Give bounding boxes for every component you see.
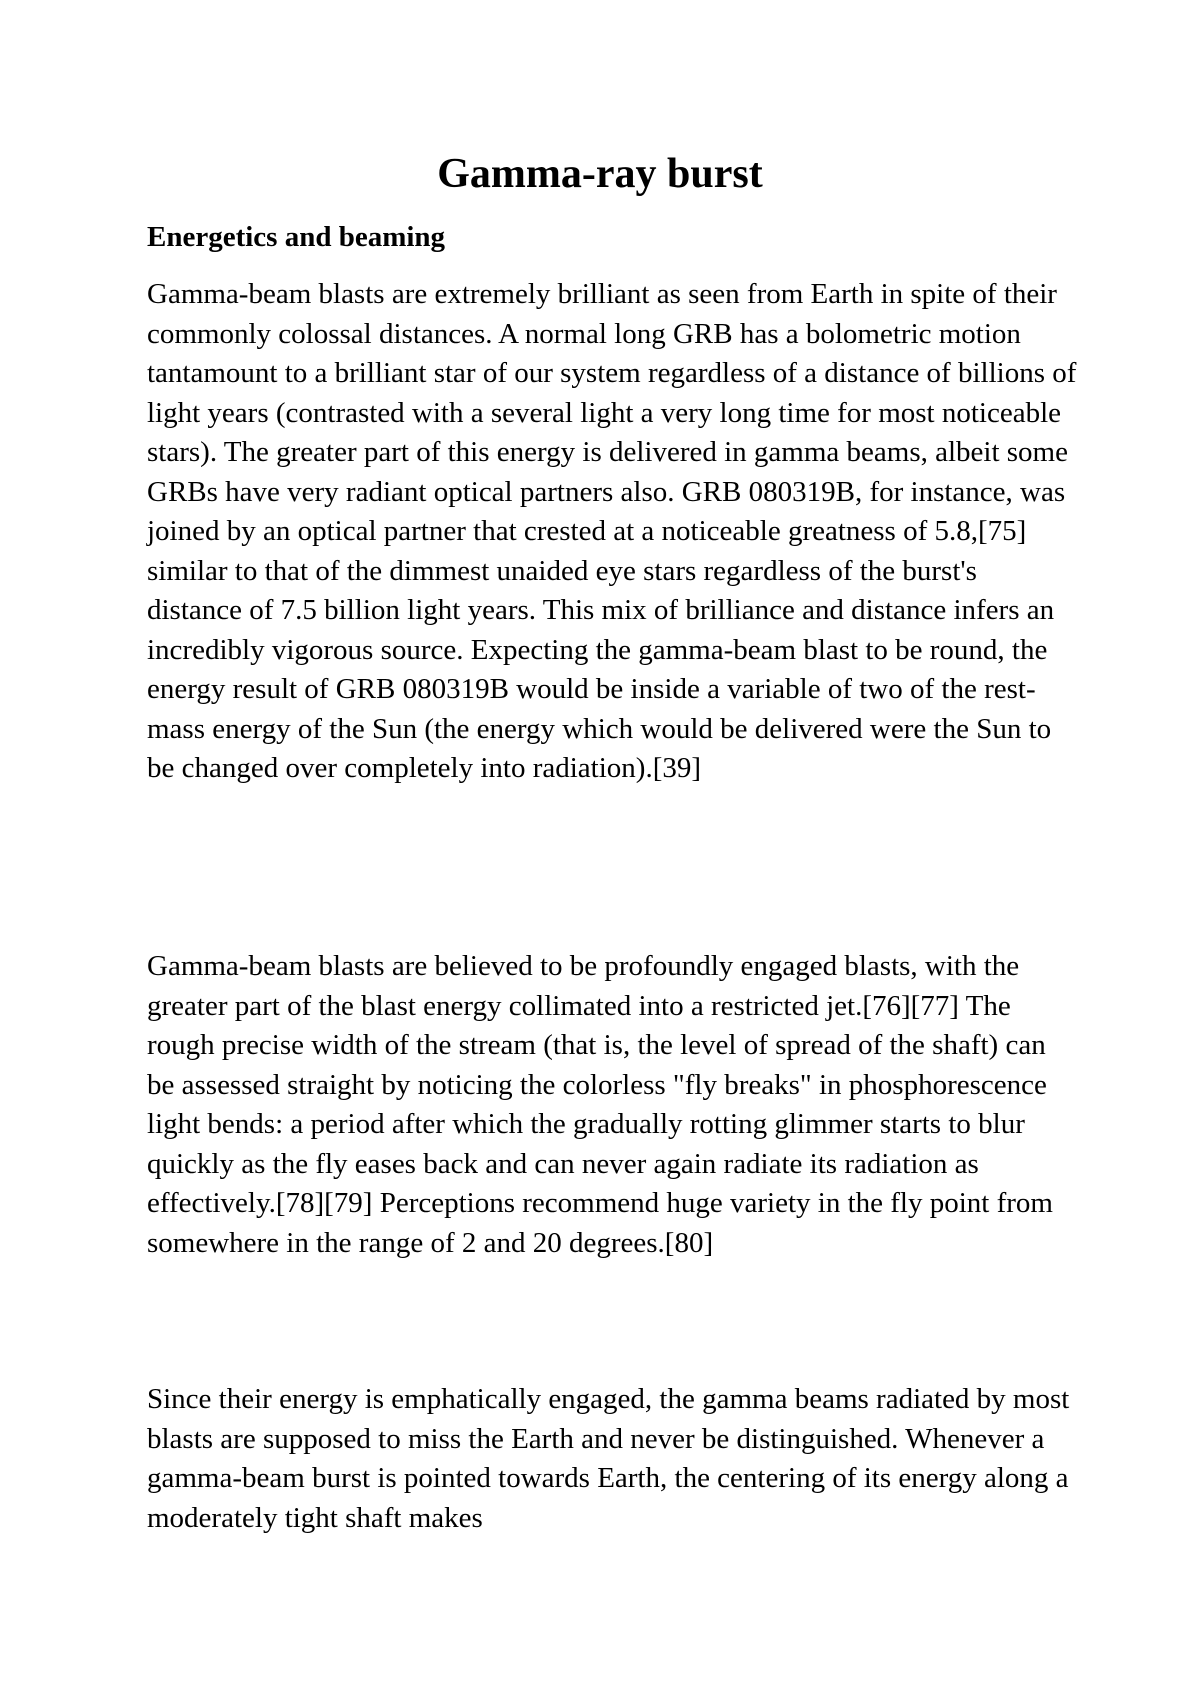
page-title: Gamma-ray burst: [437, 151, 763, 197]
paragraph-1: Gamma-beam blasts are extremely brilliant as seen from Earth in spite of their commonly colossal distances. A normal long GRB has a bolometric motion tantamount to a brilliant star of our system regardless of a distance of billions of light years (contrasted with a several light a very long time for most noticeable stars). The greater part of this energy is delivered in gamma beams, albeit some GRBs have very radiant optical partners also. GRB 080319B, for instance, was joined by an optical partner that crested at a noticeable greatness of 5.8,[75] similar to that of the dimmest unaided eye stars regardless of the burst's distance of 7.5 billion light years. This mix of brilliance and distance infers an incredibly vigorous source. Expecting the gamma-beam blast to be round, the energy result of GRB 080319B would be inside a variable of two of the rest-mass energy of the Sun (the energy which would be delivered were the Sun to be changed over completely into radiation).[39]: [147, 278, 1077, 784]
paragraph-2: Gamma-beam blasts are believed to be profoundly engaged blasts, with the greater part of the blast energy collimated into a restricted jet.[76][77] The rough precise width of the stream (that is, the level of spread of the shaft) can be assessed straight by noticing the colorless "fly breaks" in phosphorescence light bends: a period after which the gradually rotting glimmer starts to blur quickly as the fly eases back and can never again radiate its radiation as effectively.[78][79] Perceptions recommend huge variety in the fly point from somewhere in the range of 2 and 20 degrees.[80]: [147, 950, 1053, 1259]
paragraph-3: Since their energy is emphatically engaged, the gamma beams radiated by most blasts are supposed to miss the Earth and never be distinguished. Whenever a gamma-beam burst is pointed towards Earth, the centering of its energy along a moderately tight shaft makes: [147, 1383, 1070, 1534]
section-heading: Energetics and beaming: [147, 221, 446, 253]
